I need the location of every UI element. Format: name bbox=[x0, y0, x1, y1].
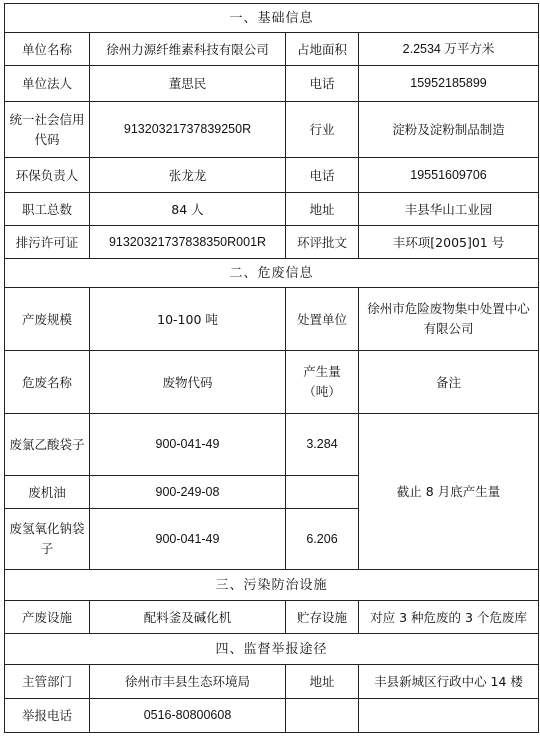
column-header-amount: 产生量（吨） bbox=[286, 351, 359, 414]
area-label: 占地面积 bbox=[286, 33, 359, 66]
legal-rep-label: 单位法人 bbox=[5, 66, 90, 102]
industry-value: 淀粉及淀粉制品制造 bbox=[359, 102, 539, 158]
table-row bbox=[5, 288, 539, 351]
eia-value: 丰环项[2005]01 号 bbox=[359, 226, 539, 259]
waste-code: 900-041-49 bbox=[90, 509, 286, 570]
facility-label: 产废设施 bbox=[5, 601, 90, 634]
report-phone-label: 举报电话 bbox=[5, 699, 90, 733]
section-title-pollution: 三、污染防治设施 bbox=[5, 570, 539, 601]
section-title-basic: 一、基础信息 bbox=[5, 4, 539, 33]
storage-label: 贮存设施 bbox=[286, 601, 359, 634]
address-label: 地址 bbox=[286, 193, 359, 226]
disposal-label: 处置单位 bbox=[286, 288, 359, 351]
waste-name: 废机油 bbox=[5, 476, 90, 509]
column-header-name: 危废名称 bbox=[5, 351, 90, 414]
credit-code-label: 统一社会信用代码 bbox=[5, 102, 90, 158]
industry-label: 行业 bbox=[286, 102, 359, 158]
company-label: 单位名称 bbox=[5, 33, 90, 66]
credit-code-value: 91320321737839250R bbox=[90, 102, 286, 158]
staff-label: 职工总数 bbox=[5, 193, 90, 226]
legal-rep-value: 董思民 bbox=[90, 66, 286, 102]
empty-cell bbox=[359, 699, 539, 733]
staff-value: 84 人 bbox=[90, 193, 286, 226]
storage-value: 对应 3 种危废的 3 个危废库 bbox=[359, 601, 539, 634]
disposal-value: 徐州市危险废物集中处置中心有限公司 bbox=[359, 288, 539, 351]
phone-value: 15952185899 bbox=[359, 66, 539, 102]
section-header-row bbox=[5, 634, 539, 665]
dept-label: 主管部门 bbox=[5, 665, 90, 699]
waste-name: 废氯乙酸袋子 bbox=[5, 414, 90, 476]
table-row bbox=[5, 102, 539, 158]
table-row bbox=[5, 193, 539, 226]
section-title-hazardous: 二、危废信息 bbox=[5, 259, 539, 288]
empty-cell bbox=[286, 699, 359, 733]
phone-label: 电话 bbox=[286, 158, 359, 193]
column-header-code: 废物代码 bbox=[90, 351, 286, 414]
env-officer-label: 环保负责人 bbox=[5, 158, 90, 193]
report-phone-value: 0516-80800608 bbox=[90, 699, 286, 733]
table-row bbox=[5, 66, 539, 102]
waste-code: 900-249-08 bbox=[90, 476, 286, 509]
waste-amount: 3.284 bbox=[286, 414, 359, 476]
info-table bbox=[4, 3, 539, 733]
section-title-supervision: 四、监督举报途径 bbox=[5, 634, 539, 665]
waste-amount: 6.206 bbox=[286, 509, 359, 570]
table-row bbox=[5, 226, 539, 259]
dept-value: 徐州市丰县生态环境局 bbox=[90, 665, 286, 699]
table-header-row bbox=[5, 351, 539, 414]
phone-value: 19551609706 bbox=[359, 158, 539, 193]
company-value: 徐州力源纤维素科技有限公司 bbox=[90, 33, 286, 66]
waste-code: 900-041-49 bbox=[90, 414, 286, 476]
permit-value: 91320321737838350R001R bbox=[90, 226, 286, 259]
address-label: 地址 bbox=[286, 665, 359, 699]
facility-value: 配料釜及碱化机 bbox=[90, 601, 286, 634]
eia-label: 环评批文 bbox=[286, 226, 359, 259]
table-row bbox=[5, 699, 539, 733]
table-row bbox=[5, 665, 539, 699]
table-row bbox=[5, 601, 539, 634]
area-value: 2.2534 万平方米 bbox=[359, 33, 539, 66]
column-header-note: 备注 bbox=[359, 351, 539, 414]
phone-label: 电话 bbox=[286, 66, 359, 102]
scale-value: 10-100 吨 bbox=[90, 288, 286, 351]
section-header-row bbox=[5, 570, 539, 601]
section-header-row bbox=[5, 4, 539, 33]
waste-amount bbox=[286, 476, 359, 509]
address-value: 丰县华山工业园 bbox=[359, 193, 539, 226]
table-row bbox=[5, 158, 539, 193]
scale-label: 产废规模 bbox=[5, 288, 90, 351]
address-value: 丰县新城区行政中心 14 楼 bbox=[359, 665, 539, 699]
permit-label: 排污许可证 bbox=[5, 226, 90, 259]
table-row bbox=[5, 33, 539, 66]
waste-name: 废氢氧化钠袋子 bbox=[5, 509, 90, 570]
env-officer-value: 张龙龙 bbox=[90, 158, 286, 193]
table-row bbox=[5, 414, 539, 476]
section-header-row bbox=[5, 259, 539, 288]
waste-note: 截止 8 月底产生量 bbox=[359, 414, 539, 570]
